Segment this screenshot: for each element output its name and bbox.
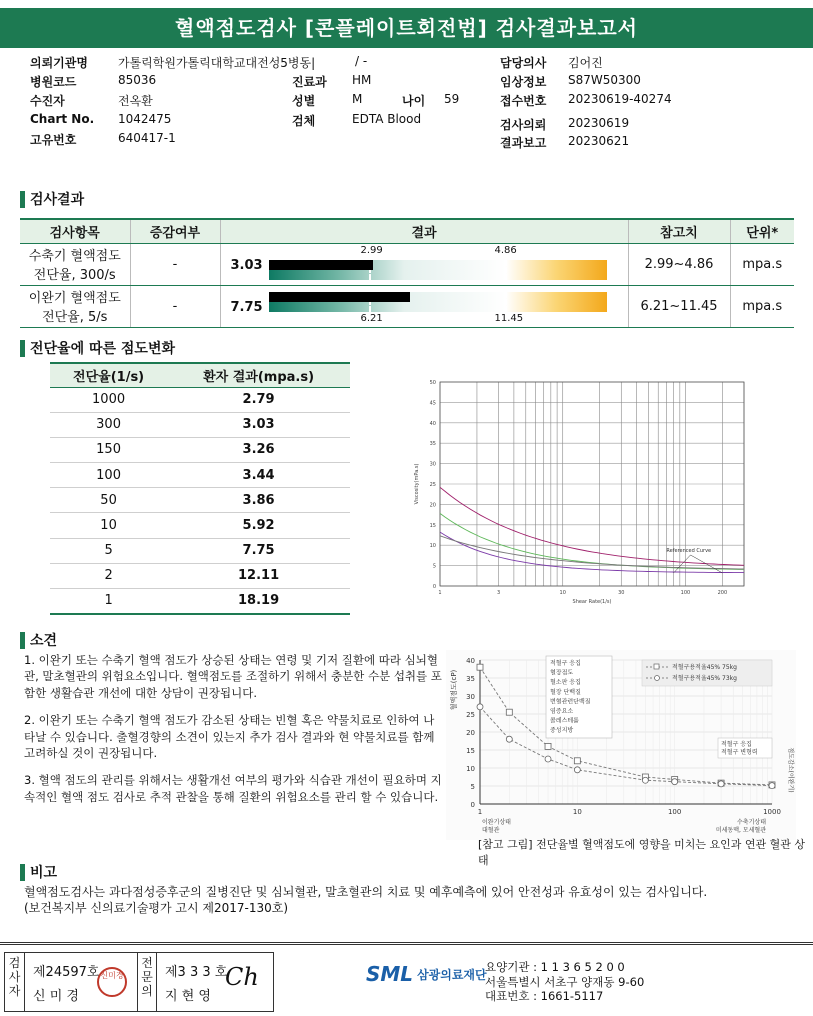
reference-figure (446, 650, 796, 840)
legend-label: 적혈구용적율45% 75kg (672, 664, 737, 671)
doctor-label: 담당의사 (500, 56, 547, 70)
col-result: 결과 (220, 219, 628, 243)
y-tick-label: 0 (470, 801, 475, 809)
item-cell (20, 243, 130, 285)
shear-heading: 전단율에 따른 점도변화 (30, 341, 175, 357)
sex-value: M (352, 92, 363, 106)
remark-citation: (보건복지부 신의료기술평가 고시 제2017-130호) (24, 901, 289, 915)
unit-cell: mpa.s (730, 243, 794, 285)
x-tick-label: 1000 (763, 808, 781, 816)
col-shear-rate: 전단율(1/s) (50, 363, 167, 387)
lab-address (485, 960, 644, 1004)
data-point (477, 664, 483, 670)
factor-label: 염증요소 (550, 708, 574, 715)
table-row (50, 589, 350, 614)
shear-rate-cell: 150 (50, 437, 167, 462)
report-label: 결과보고 (500, 136, 547, 150)
range-high-label: 4.86 (494, 244, 517, 256)
y-tick-label: 40 (429, 420, 436, 427)
result-range-bar (269, 260, 607, 280)
y-tick-label: 20 (429, 502, 436, 509)
y-tick-label: 20 (466, 729, 475, 737)
table-row (50, 538, 350, 563)
item-name: 수축기 혈액점도 (28, 249, 121, 264)
section-marker (20, 340, 25, 357)
viscosity-cell: 2.79 (167, 387, 350, 412)
x-tick-label: 10 (572, 808, 582, 816)
institution-code: 요양기관 : 1 1 3 6 5 2 0 0 (485, 960, 625, 974)
result-value: 7.75 (230, 299, 263, 315)
data-point (545, 756, 551, 762)
dept-label: 진료과 (292, 75, 327, 89)
footer-divider (0, 942, 813, 945)
opinion-item: 2. 이완기 또는 수축기 혈액 점도가 감소된 상태는 빈혈 혹은 약물치료로 인하여 나타날 수 있습니다. 출혈경향의 소견이 있는지 추가 검사 결과와 현 약물치료를 함께 고려하실 것이 권장됩니다. (24, 713, 435, 761)
figure-caption: [참고 그림] 전단율별 혈액점도에 영향을 미치는 요인과 연관 혈관 상태 (478, 838, 805, 867)
result-cell (220, 285, 628, 327)
x-tick-label: 10 (559, 590, 566, 596)
x-axis-label: Shear Rate(1/s) (572, 599, 612, 605)
shear-rate-cell: 2 (50, 563, 167, 588)
specimen-value: EDTA Blood (352, 112, 422, 126)
data-point (718, 781, 724, 787)
x-tick-label: 3 (496, 590, 501, 596)
x-left-label: 이완기상태 (482, 819, 511, 826)
table-row (50, 513, 350, 538)
remark-line: 혈액점도검사는 과다점성증후군의 질병진단 및 심뇌혈관, 말초혈관의 치료 및 예후예측에 있어 안전성과 유효성이 있는 검사입니다. (24, 885, 708, 899)
factor-label: 적혈구 응집 (550, 660, 581, 667)
x-left-label: 대혈관 (482, 827, 500, 834)
range-high-label: 11.45 (494, 312, 524, 324)
x-right-label: 수축기상태 (737, 819, 766, 826)
legend-marker (654, 664, 659, 669)
sex-label: 성별 (292, 94, 316, 108)
viscosity-cell: 3.44 (167, 463, 350, 488)
legend-marker (655, 676, 660, 681)
table-row (50, 488, 350, 513)
shear-rate-cell: 5 (50, 538, 167, 563)
specialist-number: 제3 3 3 호 (165, 965, 228, 980)
x-tick-label: 1 (438, 590, 442, 596)
tester-number: 제24597호 (33, 965, 100, 980)
report-title: 혈액점도검사 [콘플레이트회전법] 검사결과보고서 (0, 8, 813, 48)
y-tick-label: 30 (429, 461, 436, 468)
section-marker (20, 632, 25, 649)
data-point (672, 779, 678, 785)
y-tick-label: 10 (429, 543, 436, 550)
signature-box (4, 952, 274, 1012)
viscosity-cell: 18.19 (167, 589, 350, 614)
patient-value: 전옥환 (118, 94, 153, 108)
shear-rate-cell: 10 (50, 513, 167, 538)
table-row (20, 285, 794, 327)
data-point (642, 777, 648, 783)
x-tick-label: 1 (477, 808, 483, 816)
x-tick-label: 100 (667, 808, 682, 816)
shear-rate-cell: 1 (50, 589, 167, 614)
uid-value: 640417-1 (118, 131, 176, 145)
table-row (50, 463, 350, 488)
tester-stamp: 신미경 (97, 967, 127, 997)
range-high-marker (505, 260, 507, 280)
shear-rate-cell: 1000 (50, 387, 167, 412)
x-tick-label: 30 (618, 590, 625, 596)
item-shear: 전단율, 300/s (33, 268, 116, 283)
col-item: 검사항목 (20, 219, 130, 243)
data-point (506, 736, 512, 742)
hospital-code-label: 병원코드 (30, 75, 77, 89)
col-reference: 참고치 (628, 219, 730, 243)
x-right-label: 미세동맥, 모세혈관 (715, 827, 766, 834)
table-row (50, 563, 350, 588)
chart-value: 1042475 (118, 112, 172, 126)
range-high-marker (505, 292, 507, 312)
y-tick-label: 30 (466, 693, 475, 701)
viscosity-cell: 12.11 (167, 563, 350, 588)
factor-label: 중성지방 (550, 727, 574, 735)
shear-table (50, 362, 350, 615)
request-label: 검사의뢰 (500, 118, 547, 132)
factor-box (546, 656, 612, 738)
viscosity-chart (412, 374, 748, 606)
section-marker (20, 191, 25, 208)
viscosity-cell: 3.26 (167, 437, 350, 462)
specialist-role: 전문의 (137, 953, 157, 1011)
table-row (50, 387, 350, 412)
y-tick-label: 40 (466, 657, 475, 665)
report-value: 20230621 (568, 134, 630, 148)
col-change: 증감여부 (130, 219, 220, 243)
institution-label: 의뢰기관명 (30, 56, 88, 70)
data-point (574, 767, 580, 773)
institution-value: 가톨릭학원가톨릭대학교대전성5병동| (118, 56, 316, 70)
y-tick-label: 45 (429, 400, 436, 407)
y-axis-label: 혈액점도(cP) (450, 669, 458, 711)
data-point (545, 743, 551, 749)
item-shear: 전단율, 5/s (42, 310, 108, 325)
request-value: 20230619 (568, 116, 630, 130)
table-row (50, 412, 350, 437)
range-low-label: 2.99 (360, 244, 383, 256)
specialist-signature: Ch (225, 963, 259, 991)
shear-rate-cell: 50 (50, 488, 167, 513)
y-tick-label: 15 (429, 522, 436, 529)
opinion-list (24, 652, 444, 816)
range-low-label: 6.21 (360, 312, 383, 324)
age-label: 나이 (402, 94, 426, 108)
doctor-value: 김어진 (568, 56, 603, 70)
hospital-code-value: 85036 (118, 73, 157, 87)
age-value: 59 (444, 92, 460, 106)
results-heading: 검사결과 (30, 192, 85, 208)
address-line: 서울특별시 서초구 양재동 9-60 (485, 974, 645, 989)
viscosity-cell: 7.75 (167, 538, 350, 563)
y-tick-label: 0 (432, 584, 436, 590)
factor-label: 혈장점도 (550, 669, 574, 677)
col-patient-result: 환자 결과(mpa.s) (167, 363, 350, 387)
y-tick-label: 15 (466, 747, 475, 755)
section-marker (20, 864, 25, 881)
results-section-title (20, 189, 84, 209)
specialist-name: 지 현 영 (165, 989, 211, 1004)
result-level-bar (269, 260, 374, 270)
col-unit: 단위* (730, 219, 794, 243)
right-factor-label: 적혈구 변형력 (721, 749, 758, 756)
factor-label: 변혈관련단백질 (550, 698, 591, 706)
change-cell: - (130, 243, 220, 285)
opinion-heading: 소견 (30, 633, 58, 649)
patient-curve (440, 513, 744, 569)
y-tick-label: 5 (470, 783, 475, 791)
receipt-label: 접수번호 (500, 94, 547, 108)
data-point (769, 783, 775, 789)
clinical-value: S87W50300 (568, 73, 641, 87)
y-tick-label: 25 (466, 711, 475, 719)
opinion-item: 3. 혈액 점도의 관리를 위해서는 생활개선 여부의 평가와 식습관 개선이 필요하며 지속적인 혈액 점도 검사로 추적 관찰을 통해 질환의 위험요소를 관리 할 수 있습니다. (24, 773, 442, 804)
x-tick-label: 100 (680, 590, 691, 596)
item-cell (20, 285, 130, 327)
ward-value: / - (355, 54, 368, 68)
legend-label: 적혈구용적율45% 73kg (672, 675, 737, 682)
remark-heading: 비고 (30, 865, 58, 881)
y-axis-label: Viscosity(mPa.s) (414, 463, 420, 505)
tester-name: 신 미 경 (33, 989, 79, 1004)
logo-org: 삼광의료재단 (417, 967, 487, 982)
y-tick-label: 10 (466, 765, 475, 773)
unit-cell: mpa.s (730, 285, 794, 327)
receipt-value: 20230619-40274 (568, 92, 672, 106)
shear-rate-cell: 300 (50, 412, 167, 437)
factor-label: 콜레스테롤 (550, 717, 579, 725)
result-level-bar (269, 292, 411, 302)
data-point (574, 758, 580, 764)
tester-role: 검사자 (5, 953, 25, 1011)
phone-line: 대표번호 : 1661-5117 (485, 989, 604, 1003)
results-table (20, 218, 794, 328)
uid-label: 고유번호 (30, 133, 77, 147)
reference-cell: 2.99~4.86 (628, 243, 730, 285)
factor-label: 혈장 단백질 (550, 688, 581, 696)
y-tick-label: 35 (429, 441, 436, 448)
table-row (20, 243, 794, 285)
x-tick-label: 200 (717, 590, 728, 596)
patient-label: 수진자 (30, 94, 65, 108)
reference-cell: 6.21~11.45 (628, 285, 730, 327)
result-range-bar (269, 292, 607, 312)
result-value: 3.03 (230, 257, 263, 273)
chart-label: Chart No. (30, 112, 95, 126)
factor-label: 혈소판 응집 (550, 679, 581, 687)
specimen-label: 검체 (292, 114, 316, 128)
data-point (477, 704, 483, 710)
dept-value: HM (352, 73, 372, 87)
right-factor-label: 적혈구 응집 (721, 741, 752, 748)
shear-rate-cell: 100 (50, 463, 167, 488)
data-point (506, 709, 512, 715)
item-name: 이완기 혈액점도 (28, 291, 121, 306)
table-row (50, 437, 350, 462)
opinion-item: 1. 이완기 또는 수축기 혈액 점도가 상승된 상태는 연령 및 기저 질환에 따라 심뇌혈관, 말초혈관의 위험요소입니다. 혈액점도를 조절하기 위해서 충분한 수분 섭취를 포함한 생활습관 개선에 대한 상담이 권장됩니다. (24, 653, 442, 700)
viscosity-cell: 5.92 (167, 513, 350, 538)
change-cell: - (130, 285, 220, 327)
y-tick-label: 25 (429, 482, 436, 488)
logo-mark: SML (366, 962, 414, 986)
shear-section-title (20, 338, 175, 358)
opinion-section-title (20, 630, 57, 650)
viscosity-cell: 3.86 (167, 488, 350, 513)
lab-logo (366, 962, 487, 986)
annotation-label: Referenced Curve (666, 548, 712, 555)
viscosity-cell: 3.03 (167, 412, 350, 437)
result-cell (220, 243, 628, 285)
remark-section-title (20, 862, 57, 882)
y-tick-label: 35 (466, 675, 475, 683)
remark-text (24, 884, 794, 916)
y-tick-label: 50 (429, 380, 436, 386)
right-axis-label: 점도감소(이완기) (787, 747, 794, 793)
y-tick-label: 5 (432, 563, 436, 570)
clinical-label: 임상정보 (500, 75, 547, 89)
